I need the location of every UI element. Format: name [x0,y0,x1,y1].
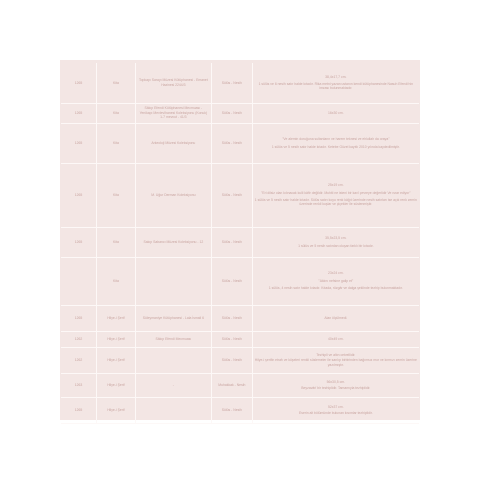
script-cell: Sülüs - Nesih [212,103,253,123]
year-cell: 1265 [61,397,97,423]
note-text: 56x30,5 cm. [326,380,346,385]
library-cell [135,347,211,373]
note-text: Hilye-i şerifin etrafı ve köşeleri renkli süslemeler ile sarılıp birbirinden bağımsız mor ve kırmızı zemin üzerine yazılmıştır. [254,358,417,367]
type-cell: Kita [97,123,136,163]
year-cell: 1262 [61,331,97,347]
type-cell: Kita [97,63,136,103]
script-cell: Sülüs - Nesih [212,347,253,373]
library-cell: Topkapı Sarayı Müzesi Kütüphanesi - Emanet Hazinesi 2244/3 [135,63,211,103]
year-cell: 1265 [61,227,97,257]
notes-cell [252,373,419,397]
note-text: "Eri dilsiz olan kılınacak kulli kâfir değildir. Muhiti ne isteni bir kavî çevreye değerlidir Ve ısrar ediyor" [261,190,411,195]
document-page [60,60,420,420]
type-cell: Hilye-i Şerif [97,331,136,347]
library-cell: Arkeoloji Müzesi Koleksiyonu [135,123,211,163]
notes-cell [252,227,419,257]
note-text: 16x30 cm. [328,110,344,115]
table-row [61,347,419,373]
table-row [61,63,419,103]
year-cell: 1265 [61,63,97,103]
type-cell: Kita [97,257,136,305]
table-row [61,257,419,305]
script-cell: Sülüs - Nesih [212,257,253,305]
library-cell: Süleymaniye Kütüphanesi - Lala İsmail 6 [135,305,211,331]
year-cell: 1262 [61,347,97,373]
notes-cell [252,123,419,163]
note-text: Alan ölçülmedi. [324,315,348,320]
table-row [61,163,419,227]
year-cell: 1263 [61,373,97,397]
type-cell: Kita [97,103,136,123]
type-cell: Hilye-i Şerif [97,373,136,397]
year-cell: 1265 [61,103,97,123]
script-cell: Sülüs - Nesih [212,163,253,227]
catalog-table [61,63,419,424]
type-cell: Kita [97,163,136,227]
script-cell: Sülüs - Nesih [212,397,253,423]
table-row [61,227,419,257]
note-text: "Ve alemin doruğuna sultanların ve harem teknesi ve ehlullah da oraya" [282,137,390,142]
notes-cell [252,331,419,347]
script-cell: Sülüs - Nesih [212,227,253,257]
table-row [61,305,419,331]
note-text: 1 sülüs, 4 nesih satır halde kıtadır. Kıtada, rüzgâr ve dalga şeklinde tezhip bulunmaktadır. [268,286,403,291]
script-cell: Muhakkak - Nesih [212,373,253,397]
notes-cell [252,257,419,305]
year-cell [61,257,97,305]
notes-cell [252,63,419,103]
note-text: 25x19 cm. [328,183,344,188]
library-cell: Sâkıp Efendi Kütüphanesi Mecmuası - Yenikapı Mevlevîhanesi Koleksiyonu (Konuk) 1-7 mevcut - 41/3 [135,103,211,123]
library-cell: M. Uğur Derman Koleksiyonu [135,163,211,227]
table-row [61,103,419,123]
year-cell: 1265 [61,123,97,163]
library-cell [135,257,211,305]
note-text: 52x37 cm. [328,405,344,410]
type-cell: Hilye-i Şerif [97,305,136,331]
note-text: 35,5x23,5 cm. [325,236,347,241]
table-row [61,397,419,423]
script-cell: Sülüs - Nesih [212,123,253,163]
type-cell: Kita [97,227,136,257]
note-text: 38,4x17,7 cm. [325,74,347,79]
note-text: 23x24 cm. [328,271,344,276]
note-text: Beyzavârî bir tezhiplidir. Tamamıyla tezhiplidir. [301,385,371,390]
script-cell: Sülüs - Nesih [212,305,253,331]
library-cell: Sakıp Sabancı Müzesi Koleksiyonu - 12 [135,227,211,257]
notes-cell [252,305,419,331]
table-row [61,123,419,163]
year-cell: 1265 [61,163,97,227]
type-cell: Hilye-i Şerif [97,347,136,373]
table-row [61,373,419,397]
table-row [61,331,419,347]
notes-cell [252,347,419,373]
type-cell: Hilye-i Şerif [97,397,136,423]
note-text: 1 sülüs ve 5 nesih satırdan oluşan farklı bir kıtadır. [298,243,374,248]
note-text: 1 sülüs ve 5 nesih satır halde kıtadır. Ketebe Güzel kayıtlı 2010 yılında kaydedilmiştir. [271,144,400,149]
note-text: 1 sülüs ve 6 nesih satır halde kıtadır. Rika metni yazan ustanın kendi kütüphanesinde Nasuh Efendi'nin imzası bulunmaktadır. [258,82,414,91]
library-cell: Sâkıp Efendi Mecmuası [135,331,211,347]
library-cell: - [135,373,211,397]
note-text: Eserin alt bölümünde bulunan kısımlar tezhiplidir. [298,410,373,415]
note-text: 40x49 cm. [328,336,344,341]
script-cell: Sülüs - Nesih [212,331,253,347]
note-text: "Aklını nefsine galip et" [318,278,354,283]
notes-cell [252,163,419,227]
notes-cell [252,103,419,123]
library-cell [135,397,211,423]
note-text: Tezhipli ve altın cetvellidir. [316,352,356,357]
note-text: 1 sülüs ve 5 nesih satır halde kıtadır. Sülüs satırı koyu renk kâğıt üzerinde nesih satırları ise açık renk zemin üzerinde renkli kuşlar ve çiçekler ile süslenmiştir. [254,198,417,207]
year-cell: 1265 [61,305,97,331]
script-cell: Sülüs - Nesih [212,63,253,103]
notes-cell [252,397,419,423]
